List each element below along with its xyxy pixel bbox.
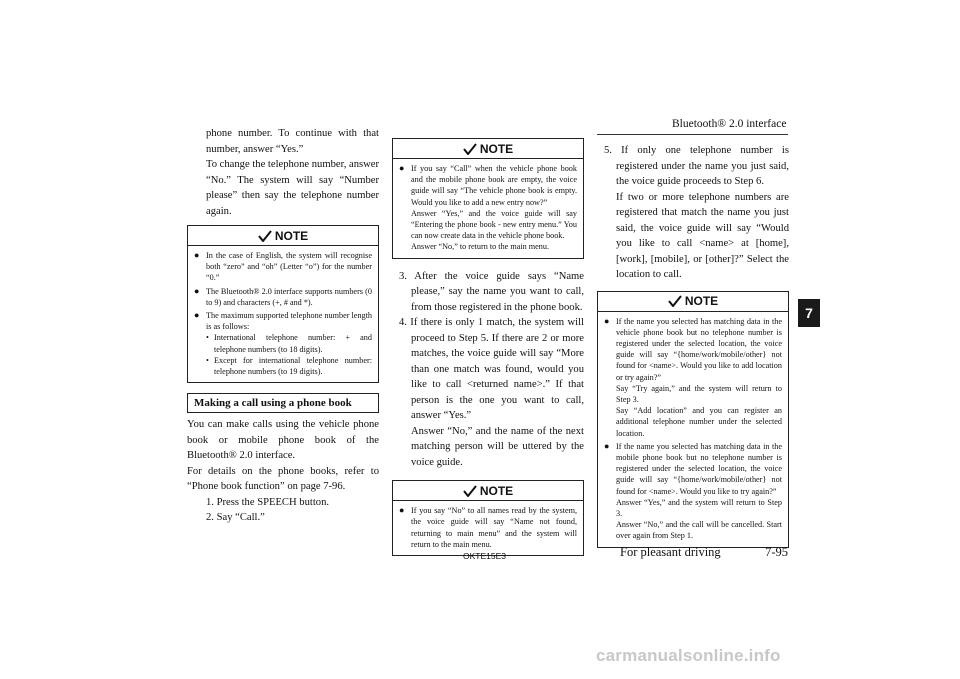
intro-text-2: To change the telephone number, answer “No.” The system will say “Number please” then say the telephone number again. [206, 159, 379, 217]
note-label: NOTE [684, 294, 719, 308]
section-heading: Making a call using a phone book [187, 393, 379, 413]
note-line: Say “Try again,” and the system will return to Step 3. [616, 383, 782, 404]
note-box [392, 138, 584, 259]
page-number: 7-95 [765, 545, 788, 559]
note-subitem: • International telephone number: + and telephone numbers (to 18 digits). [206, 333, 372, 354]
page-footer [620, 545, 788, 560]
column-2 [392, 126, 584, 556]
note-item: ● The Bluetooth® 2.0 interface supports numbers (0 to 9) and characters (+, # and *). [194, 285, 372, 307]
column-1 [187, 126, 379, 526]
note-item: ● In the case of English, the system will recognise both “zero” and “oh” (Letter “o”) for the number “0.” [194, 250, 372, 283]
steps-list [392, 269, 584, 471]
header-rule [597, 134, 788, 135]
note-label: NOTE [274, 228, 309, 243]
note-item: ● If the name you selected has matching data in the mobile phone book but no telephone number is registered under the selected location, the voice guide will say “{home/work/mobile/other} not found for <name>. Would you like to try again?” Answer “Yes,” and the system will return to Step 3. Answer “No,” and the call will be cancelled. Start over again from Step 1. [604, 440, 782, 541]
note-box [597, 291, 789, 548]
note-line: Say “Add location” and you can register an additional telephone number under the selected location. [616, 406, 782, 438]
footer-section: For pleasant driving [620, 545, 721, 559]
column-3 [597, 143, 789, 548]
note-item: ● If the name you selected has matching data in the vehicle phone book but no telephone number is registered under the selected location, the voice guide will say “{home/work/mobile/other} not found for <name>. Would you like to add location or try again?” Say “Try again,” and the system will return to Step 3. Say “Add location” and you can register an additional telephone number under the selected location. [604, 315, 782, 438]
note-icon [258, 230, 272, 242]
note-box [392, 480, 584, 556]
intro-text: phone number. To continue with that number, answer “Yes.” [206, 128, 379, 155]
step-4: 4. If there is only 1 match, the system will proceed to Step 5. If there are 2 or more matches, the voice guide will say “More than one match was found, would you like to call <returned name>.” If that person is the one you want to call, answer “Yes.” Answer “No,” and the name of the next matching person will be uttered by the voice guide. [399, 317, 584, 468]
step-1: 1. Press the SPEECH button. [206, 496, 330, 508]
note-item: ● If you say “No” to all names read by the system, the voice guide will say “Name not found, returning to main menu” and the system will return to the main menu. [399, 505, 577, 549]
note-header [188, 226, 378, 246]
step-3: 3. After the voice guide says “Name please,” say the name you want to call, from those registered in the phone book. [399, 270, 584, 313]
note-icon [668, 295, 682, 307]
note-item: ● If you say “Call” when the vehicle phone book and the mobile phone book are empty, the voice guide will say “The vehicle phone book is empty. Would you like to add a new entry now?” Answer “Yes,” and the voice guide will say “Entering the phone book - new entry menu.” You can now create data in the vehicle phone book. Answer “No,” to return to the main menu. [399, 163, 577, 252]
note-line: Answer “Yes,” and the system will return to Step 3. [616, 497, 782, 518]
document-code: OKTE15E3 [463, 551, 506, 561]
note-icon [463, 485, 477, 497]
body-text-2: For details on the phone books, refer to “Phone book function” on page 7-96. [187, 465, 379, 493]
note-label: NOTE [479, 141, 514, 156]
note-subitem: • Except for international telephone number: telephone numbers (to 19 digits). [206, 355, 372, 377]
body-text: You can make calls using the vehicle phone book or mobile phone book of the Bluetooth® 2.0 interface. [187, 419, 379, 462]
watermark: carmanualsonline.info [596, 646, 781, 665]
step-2: 2. Say “Call.” [206, 512, 265, 524]
note-header [393, 481, 583, 501]
note-line: Answer “Yes,” and the voice guide will say “Entering the phone book - new entry menu.” You can now create data in the vehicle phone book. [411, 208, 577, 241]
chapter-tab: 7 [798, 299, 820, 327]
note-line: Answer “No,” to return to the main menu. [411, 242, 550, 252]
note-line: Answer “No,” and the call will be cancelled. Start over again from Step 1. [616, 520, 782, 541]
note-header [598, 292, 788, 312]
steps-list [597, 143, 789, 283]
note-label: NOTE [479, 483, 514, 498]
note-item: ● The maximum supported telephone number length is as follows: • International telephone number: + and telephone numbers (to 18 digits). • Except for international telephone number: telephone numbers (to 19 digits). [194, 310, 372, 377]
note-header [393, 139, 583, 159]
note-box [187, 225, 379, 383]
note-icon [463, 143, 477, 155]
page-header-title: Bluetooth® 2.0 interface [672, 118, 787, 130]
step-5: 5. If only one telephone number is registered under the name you just said, the voice guide proceeds to Step 6. If two or more telephone numbers are registered that match the name you just said, the voice guide will say “Would you like to call <name> at [home], [work], [mobile], or [other]?” Select the location to call. [604, 145, 789, 280]
